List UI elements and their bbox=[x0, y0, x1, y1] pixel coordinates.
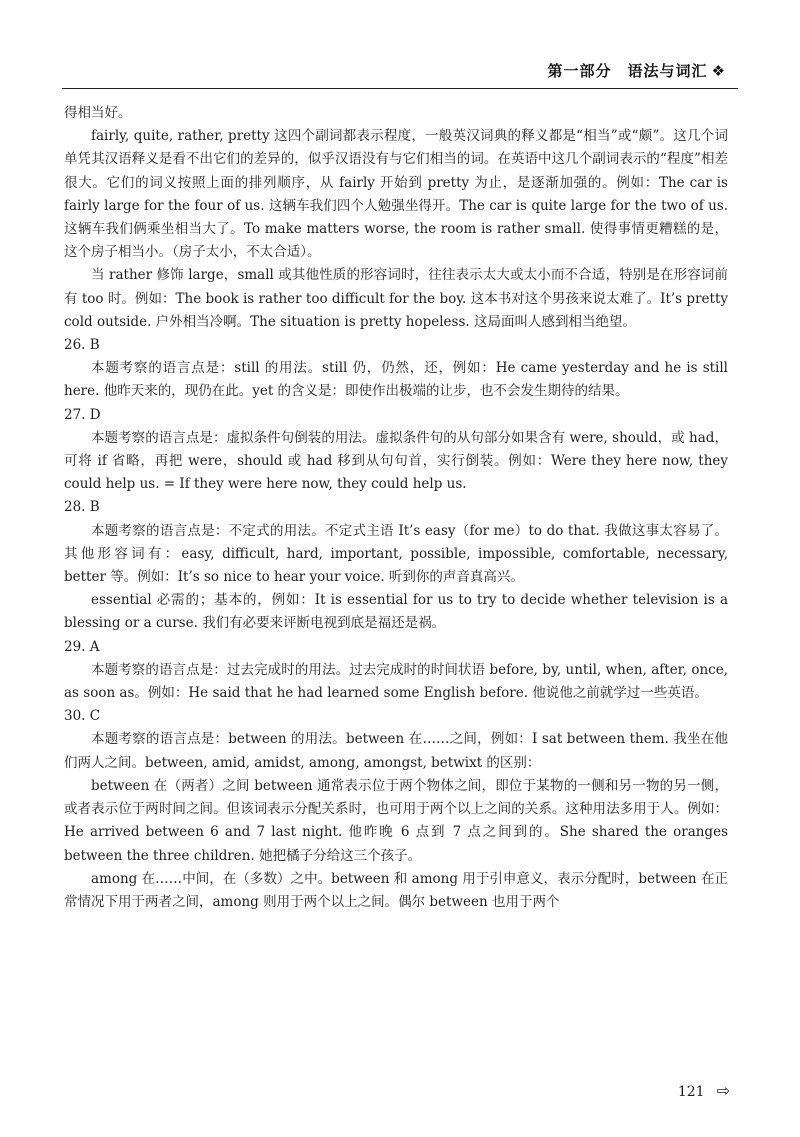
paragraph: 本题考察的语言点是：still 的用法。still 仍，仍然，还，例如：He came yesterday and he is still here. 他昨天来的，现仍在此。yet 的含义是：即使作出极端的让步，也不会发生期待的结果。 bbox=[64, 360, 728, 400]
paragraph: fairly, quite, rather, pretty 这四个副词都表示程度，一般英汉词典的释义都是“相当”或“颇”。这几个词单凭其汉语释义是看不出它们的差异的，似乎汉语没有与它们相当的词。在英语中这几个副词表示的“程度”相差很大。它们的词义按照上面的排列顺序，从 fairly 开始到 pretty 为止，是逐渐加强的。例如：The car is fairly large for the four of us. 这辆车我们四个人勉强坐得开。The car is quite large for the two of us. 这辆车我们俩乘坐相当大了。To make matters worse, the room is rather small. 使得事情更糟糕的是，这个房子相当小。（房子太小，不太合适）。 bbox=[64, 128, 728, 261]
question-answer-label: 29. A bbox=[64, 638, 100, 655]
paragraph: 当 rather 修饰 large，small 或其他性质的形容词时，往往表示太大或太小而不合适，特别是在形容词前有 too 时。例如：The book is rather too difficult for the boy. 这本书对这个男孩来说太难了。It’s pretty cold outside. 户外相当冷啊。The situation is pretty hopeless. 这局面叫人感到相当绝望。 bbox=[64, 267, 728, 330]
paragraph: essential 必需的；基本的，例如：It is essential for us to try to decide whether television is a blessing or a curse. 我们有必要来评断电视到底是福还是祸。 bbox=[64, 592, 728, 632]
paragraph: among 在……中间，在（多数）之中。between 和 among 用于引申意义，表示分配时，between 在正常情况下用于两者之间，among 则用于两个以上之间。偶尔 between 也用于两个 bbox=[64, 870, 728, 910]
page-footer bbox=[678, 1081, 730, 1100]
section-title: 第一部分 语法与词汇 bbox=[547, 62, 708, 80]
question-answer-label: 26. B bbox=[64, 337, 100, 354]
paragraph: 本题考察的语言点是：between 的用法。between 在……之间，例如：I sat between them. 我坐在他们两人之间。between, amid, amidst, among, amongst, betwixt 的区别： bbox=[64, 731, 728, 771]
paragraph: 本题考察的语言点是：过去完成时的用法。过去完成时的时间状语 before, by, until, when, after, once, as soon as。例如：He said that he had learned some English before. 他说他之前就学过一些英语。 bbox=[64, 661, 728, 702]
running-head bbox=[548, 60, 726, 81]
question-answer-label: 28. B bbox=[64, 499, 100, 516]
question-answer-label: 30. C bbox=[64, 708, 101, 725]
header-rule bbox=[62, 88, 738, 89]
page-number: 121 bbox=[677, 1084, 705, 1100]
paragraph: between 在（两者）之间 between 通常表示位于两个物体之间，即位于某物的一侧和另一物的另一侧，或者表示位于两时间之间。但该词表示分配关系时，也可用于两个以上之间的关系。这种用法多用于人。例如：He arrived between 6 and 7 last night. 他昨晚 6 点到 7 点之间到的。She shared the oranges between the three children. 她把橘子分给这三个孩子。 bbox=[64, 777, 728, 864]
paragraph: 本题考察的语言点是：虚拟条件句倒装的用法。虚拟条件句的从句部分如果含有 were, should，或 had，可将 if 省略，再把 were，should 或 had 移到从句句首，实行倒装。例如：Were they here now, they could help us. = If they were here now, they could help us. bbox=[64, 429, 728, 493]
paragraph: 本题考察的语言点是：不定式的用法。不定式主语 It’s easy（for me）to do that. 我做这事太容易了。其他形容词有：easy, difficult, hard, important, possible, impossible, comfortable, necessary, better 等。例如：It’s so nice to hear your voice. 听到你的声音真高兴。 bbox=[64, 522, 728, 586]
question-answer-label: 27. D bbox=[64, 406, 101, 423]
next-page-arrow-icon: ⇨ bbox=[716, 1081, 730, 1100]
paragraph: 得相当好。 bbox=[64, 105, 132, 121]
ornament-icon: ❖ bbox=[711, 62, 726, 80]
page-body bbox=[64, 102, 728, 914]
